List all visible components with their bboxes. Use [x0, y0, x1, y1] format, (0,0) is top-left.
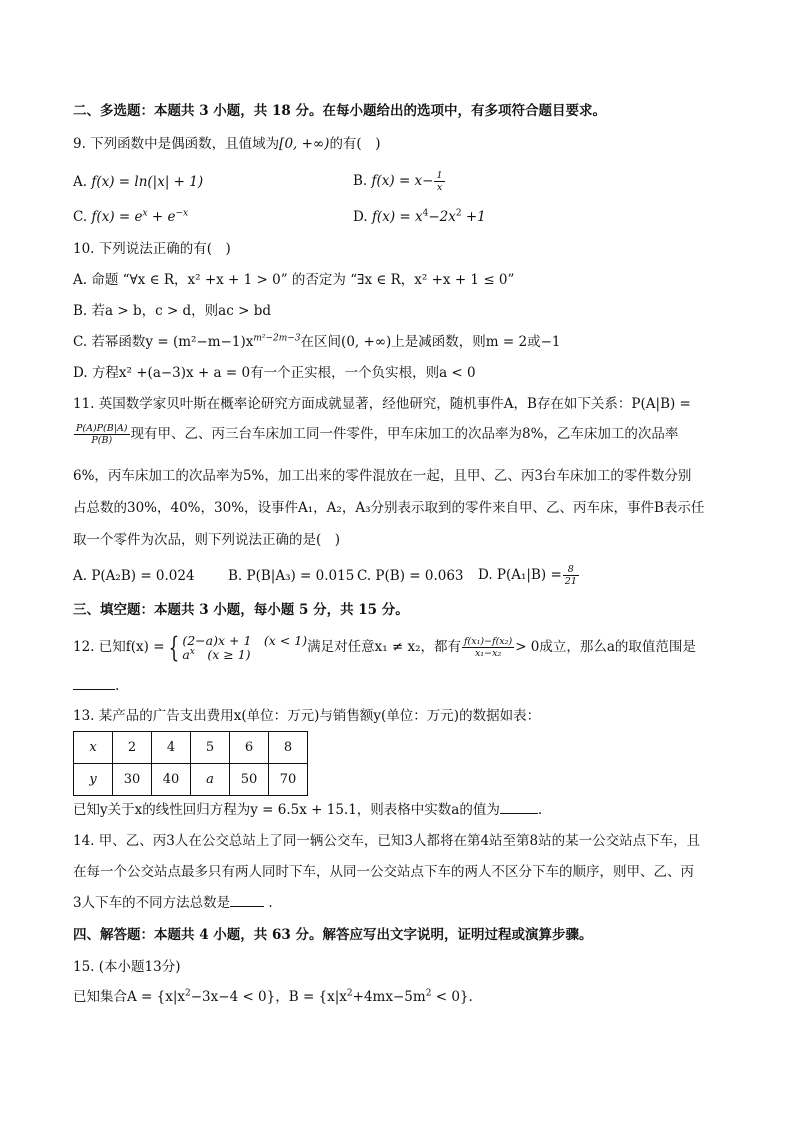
- piecewise: (2−a)x + 1 (x < 1) $a^x$ (x ≥ 1): [182, 632, 308, 662]
- q10-option-d: D. 方程x² +(a−3)x + a = 0有一个正实根，一个负实根，则a < 0: [73, 365, 476, 381]
- table-row: x 2 4 5 6 8: [74, 732, 308, 764]
- q11-line-1: 11. 英国数学家贝叶斯在概率论研究方面成就显著，经他研究，随机事件A，B存在如下关系：P(A|B) =: [73, 396, 691, 412]
- section-4-title: 四、解答题：本题共 4 小题，共 63 分。解答应写出文字说明，证明过程或演算步骤。: [73, 927, 593, 943]
- q11-line-4: 占总数的30%，40%，30%，设事件A₁，A₂，A₃分别表示取到的零件来自甲、乙、丙车床，事件B表示任: [73, 500, 705, 516]
- q11-line-2: $\frac{P(A)P(B|A)}{P(B)}$ 现有甲、乙、丙三台车床加工同一件零件，甲车床加工的次品率为8%，乙车床加工的次品率: [76, 423, 679, 446]
- q12-answer-line: .: [73, 676, 724, 696]
- section-3-title: 三、填空题：本题共 3 小题，每小题 5 分，共 15 分。: [73, 602, 409, 618]
- fraction: $\frac{1}{x}$: [436, 170, 443, 193]
- q11-option-d: D. P(A₁|B) = $\frac{8}{21}$: [478, 564, 577, 587]
- q13-stem: 13. 某产品的广告支出费用x(单位：万元)与销售额y(单位：万元)的数据如表：: [73, 708, 541, 724]
- answer-blank[interactable]: [500, 801, 538, 814]
- q10-option-b: B. 若a > b，c > d，则ac > bd: [73, 303, 271, 319]
- q9-option-b: B. f(x) = x− $\frac{1}{x}$: [353, 170, 443, 193]
- answer-blank[interactable]: [230, 894, 264, 907]
- q11-option-b: B. P(B|A₃) = 0.015: [228, 568, 355, 584]
- q14-line-3: 3人下车的不同方法总数是 .: [73, 895, 273, 911]
- answer-blank[interactable]: [73, 677, 115, 690]
- q11-option-c: C. P(B) = 0.063: [357, 568, 464, 584]
- q9-option-d: D. $f(x) = x^4-2x^2 +1$: [353, 208, 486, 225]
- q13-after-table: 已知y关于x的线性回归方程为y = 6.5x + 15.1，则表格中实数a的值为 .: [73, 802, 543, 818]
- q9-stem: 9. 下列函数中是偶函数，且值域为[0, +∞)的有( ): [73, 136, 381, 152]
- table-row: y 30 40 a 50 70: [74, 764, 308, 796]
- q15-label: 15. (本小题13分): [73, 959, 181, 975]
- q13-data-table: [73, 731, 308, 796]
- q11-line-5: 取一个零件为次品，则下列说法正确的是( ): [73, 532, 341, 548]
- q10-stem: 10. 下列说法正确的有( ): [73, 241, 231, 257]
- q15-stem: 已知集合$A = \{x|x^2-3x-4 < 0\}$，$B = \{x|x^2+4mx-5m^2 < 0\}$.: [73, 988, 473, 1005]
- q11-option-a: A. P(A₂B) = 0.024: [73, 568, 195, 584]
- q12-line: 12. 已知f(x) = { (2−a)x + 1 (x < 1) $a^x$ (x ≥ 1) 满足对任意x₁ ≠ x₂，都有 $\frac{\text{f(x₁)−f(x₂)}}{\text{x₁−x₂}}$ > 0成立，那么a的取值范围是: [73, 630, 696, 664]
- q14-line-2: 在每一个公交站点最多只有两人同时下车，从同一公交站点下车的两人不区分下车的顺序，则甲、乙、丙: [73, 864, 694, 880]
- fraction: $\frac{\text{f(x₁)−f(x₂)}}{\text{x₁−x₂}}$: [464, 636, 513, 659]
- q10-option-c: C. 若幂函数$y = (m^2-m-1)x^{m^2-2m-3}$在区间(0, +∞)上是减函数，则m = 2或−1: [73, 333, 561, 350]
- fraction: $\frac{8}{21}$: [564, 564, 577, 587]
- section-2-title: 二、多选题：本题共 3 小题，共 18 分。在每小题给出的选项中，有多项符合题目要求。: [73, 103, 606, 119]
- q10-option-a: A. 命题 “∀x ∈ R，x² +x + 1 > 0” 的否定为 “∃x ∈ R，x² +x + 1 ≤ 0”: [73, 272, 515, 288]
- bayes-fraction: $\frac{P(A)P(B|A)}{P(B)}$: [76, 423, 128, 446]
- q14-line-1: 14. 甲、乙、丙3人在公交总站上了同一辆公交车，已知3人都将在第4站至第8站的某一公交站点下车，且: [73, 833, 701, 849]
- q9-option-c: C. $f(x) = e^x + e^{-x}$: [73, 208, 189, 225]
- q9-option-a: A. f(x) = ln(|x| + 1): [73, 174, 204, 190]
- left-brace: {: [168, 630, 179, 664]
- q11-line-3: 6%，丙车床加工的次品率为5%，加工出来的零件混放在一起，且甲、乙、丙3台车床加工的零件数分别: [73, 468, 692, 484]
